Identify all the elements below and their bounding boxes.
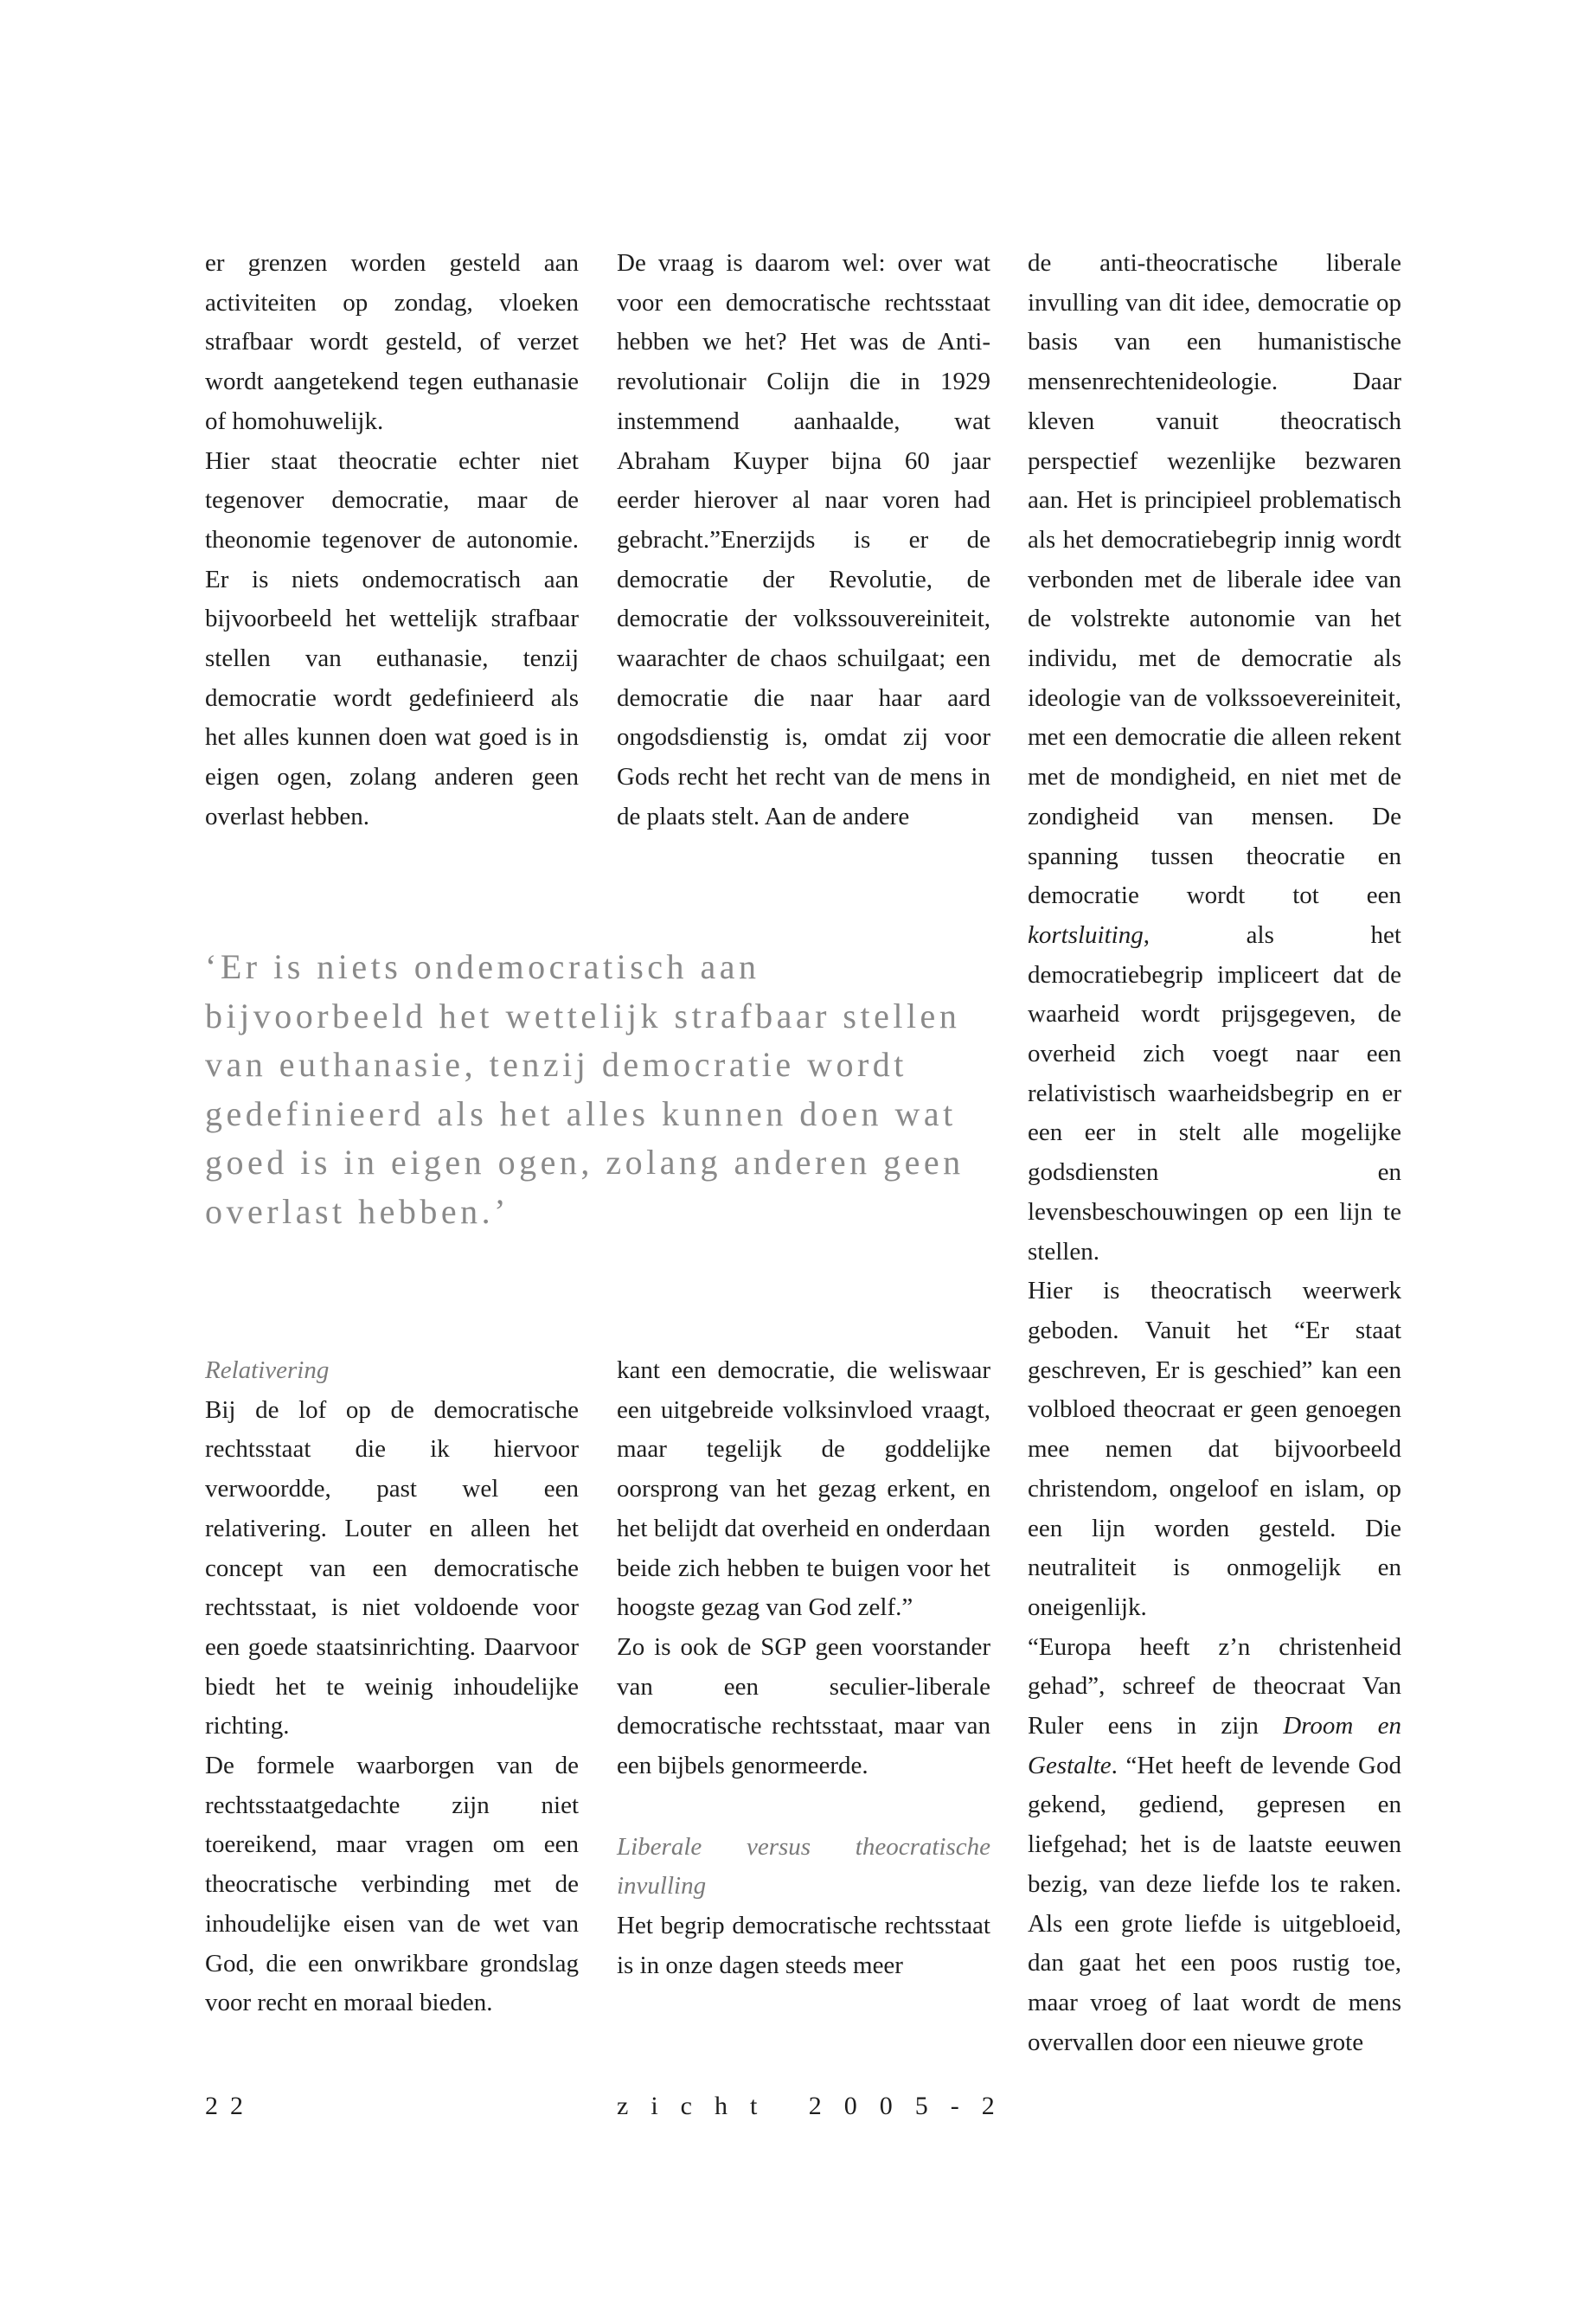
emphasis-kortsluiting: kortsluiting	[1028, 920, 1144, 949]
column-3	[1028, 244, 1401, 2062]
column-1-top	[205, 244, 579, 837]
paragraph	[1028, 244, 1401, 1272]
paragraph	[1028, 1628, 1401, 2063]
section-heading-liberale: Liberale versus theocratische invulling	[617, 1832, 990, 1900]
pull-quote: ‘Er is niets ondemocratisch aan bijvoorbeeld het wettelijk strafbaar stellen van euthanasie, tenzij democratie wordt gedefinieerd als het alles kunnen doen wat goed is in eigen ogen, zolang anderen geen overlast hebben.’	[205, 947, 965, 1231]
paragraph: Het begrip democratische rechtsstaat is in onze dagen steeds meer	[617, 1912, 990, 1979]
journal-issue: zicht 2005-2	[617, 2092, 1017, 2120]
paragraph: Zo is ook de SGP geen voorstander van een seculier-liberale democratische rechtsstaat, maar van een bijbels genormeerde.	[617, 1632, 990, 1780]
column-1-bottom	[205, 1351, 579, 2023]
paragraph: Bij de lof op de democratische rechtsstaat die ik hiervoor verwoordde, past wel een relativering. Louter en alleen het concept van een democratische rechtsstaat, is niet voldoende voor een goede staatsinrichting. Daarvoor biedt het te weinig inhoudelijke richting.	[205, 1395, 579, 1740]
paragraph: De formele waarborgen van de rechtsstaatgedachte zijn niet toereikend, maar vragen om een theocratische verbinding met de inhoudelijke eisen van de wet van God, die een onwrikbare grondslag voor recht en moraal bieden.	[205, 1752, 579, 2017]
page-number: 22	[205, 2092, 255, 2120]
book-title-droom-en-gestalte: Droom en Gestalte	[1028, 1712, 1401, 1779]
text-run: . “Het heeft de levende God gekend, gediend, gepresen en liefgehad; het is de laatste eeuwen bezig, van deze liefde los te raken. Als een grote liefde is uitgebloeid, dan gaat het een poos rustig toe, maar vroeg of laat wordt de mens overvallen door een nieuwe grote	[1028, 1751, 1401, 2056]
column-2-top	[617, 244, 990, 837]
paragraph: kant een democratie, die weliswaar een uitgebreide volksinvloed vraagt, maar tegelijk de goddelijke oorsprong van het gezag erkent, en het belijdt dat overheid en onderdaan beide zich hebben te buigen voor het hoogste gezag van God zelf.”	[617, 1356, 990, 1622]
text-run: , als het democratiebegrip impliceert dat de waarheid wordt prijsgegeven, de overheid zich voegt naar een relativistisch waarheidsbegrip en er een eer in stelt alle mogelijke godsdiensten en levensbeschouwingen op een lijn te stellen.	[1028, 920, 1401, 1266]
paragraph: er grenzen worden gesteld aan activiteiten op zondag, vloeken strafbaar wordt gesteld, of verzet wordt aangetekend tegen euthanasie of homohuwelijk.	[205, 249, 579, 435]
spacer	[617, 1786, 990, 1828]
paragraph: Hier staat theocratie echter niet tegenover democratie, maar de theonomie tegenover de autonomie. Er is niets ondemocratisch aan bijvoorbeeld het wettelijk strafbaar stellen van euthanasie, tenzij democratie wordt gedefinieerd als het alles kunnen doen wat goed is in eigen ogen, zolang anderen geen overlast hebben.	[205, 446, 579, 830]
section-heading-relativering: Relativering	[205, 1356, 330, 1384]
paragraph: De vraag is daarom wel: over wat voor een democratische rechtsstaat hebben we het? Het was de Anti-revolutionair Colijn die in 1929 instemmend aanhaalde, wat Abraham Kuyper bijna 60 jaar eerder hierover al naar voren had gebracht.”Enerzijds is er de democratie der Revolutie, de democratie der volkssouvereiniteit, waarachter de chaos schuilgaat; een democratie die naar haar aard ongodsdienstig is, omdat zij voor Gods recht het recht van de mens in de plaats stelt. Aan de andere	[617, 249, 990, 830]
text-run: “Europa heeft z’n christenheid gehad”, schreef de theocraat Van Ruler eens in zijn	[1028, 1632, 1401, 1740]
column-2-bottom	[617, 1351, 990, 1986]
paragraph: Hier is theocratisch weerwerk geboden. Vanuit het “Er staat geschreven, Er is geschied” kan een volbloed theocraat er geen genoegen mee nemen dat bijvoorbeeld christendom, ongeloof en islam, op een lijn worden gesteld. Die neutraliteit is onmogelijk en oneigenlijk.	[1028, 1277, 1401, 1621]
text-run: de anti-theocratische liberale invulling van dit idee, democratie op basis van een humanistische mensenrechtenideologie. Daar kleven vanuit theocratisch perspectief wezenlijke bezwaren aan. Het is principieel problematisch als het democratiebegrip innig wordt verbonden met de liberale idee van de volstrekte autonomie van het individu, met de democratie als ideologie van de volkssoevereiniteit, met een democratie die alleen rekent met de mondigheid, en niet met de zondigheid van mensen. De spanning tussen theocratie en democratie wordt tot een	[1028, 249, 1401, 910]
